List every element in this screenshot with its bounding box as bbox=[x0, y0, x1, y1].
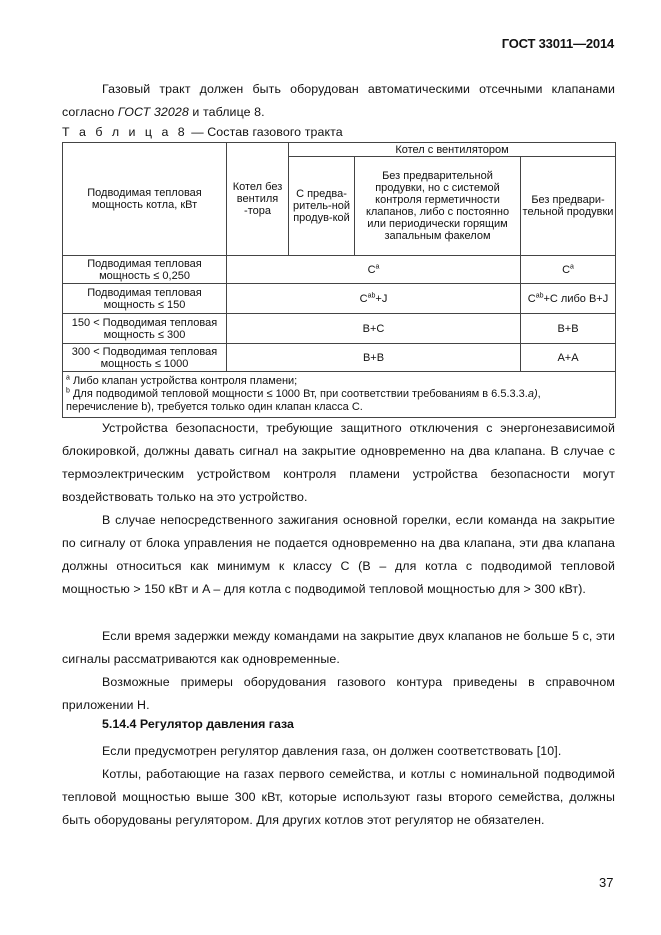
table-caption-title: — Состав газового тракта bbox=[187, 125, 343, 139]
paragraph-regulator: Если предусмотрен регулятор давления газа, он должен соответствовать [10]. bbox=[102, 744, 562, 758]
row-power: 150 < Подводимая тепловая мощность ≤ 300 bbox=[63, 314, 227, 344]
header-prepurge: С предва-ритель-ной продув-кой bbox=[289, 157, 355, 256]
row-power: Подводимая тепловая мощность ≤ 0,250 bbox=[63, 256, 227, 284]
intro-text: Газовый тракт должен быть оборудован автоматическими отсечными клапанами согласно bbox=[62, 82, 615, 119]
header-no-fan: Котел без вентиля -тора bbox=[227, 143, 289, 256]
footnote-a: $^a$ Либо клапан устройства контроля пламени; bbox=[66, 374, 298, 387]
paragraph-delay: Если время задержки между командами на закрытие двух клапанов не больше 5 с, эти сигналы рассматриваются как одновременные. bbox=[62, 629, 615, 666]
row-main-value: B+B bbox=[227, 344, 521, 372]
gas-train-table bbox=[62, 142, 616, 418]
row-main-value: $C^{ab}+J$ bbox=[227, 284, 521, 314]
table-caption-label: Т а б л и ц а 8 bbox=[62, 125, 188, 139]
header-no-prepurge: Без предвари-тельной продувки bbox=[521, 157, 616, 256]
row-main-value: B+C bbox=[227, 314, 521, 344]
gost-reference: ГОСТ 32028 bbox=[117, 105, 189, 119]
section-title: 5.14.4 Регулятор давления газа bbox=[102, 717, 294, 731]
table-row bbox=[63, 344, 616, 372]
header-no-prepurge-check: Без предварительной продувки, но с системой контроля герметичности клапанов, либо с постоянно или периодически горящим запальным факелом bbox=[355, 157, 521, 256]
page-number: 37 bbox=[599, 875, 614, 890]
paragraph-safety-devices: Устройства безопасности, требующие защитного отключения с энергонезависимой блокировкой, должны давать сигнал на закрытие одновременно на два клапана. В случае с термоэлектрическим устройством контроля пламени устройства безопасности могут воздействовать только на это устройство. bbox=[62, 421, 615, 504]
row-last-value: A+A bbox=[521, 344, 616, 372]
row-power: 300 < Подводимая тепловая мощность ≤ 1000 bbox=[63, 344, 227, 372]
paragraph-direct-ignition: В случае непосредственного зажигания основной горелки, если команда на закрытие по сигналу от блока управления не подается одновременно на два клапана, эти два клапана должны относиться как минимум к классу C (B – для котла с подводимой тепловой мощностью > 150 кВт и A – для котла с подводимой тепловой мощностью для > 300 кВт). bbox=[62, 513, 615, 596]
row-last-value: $C^a$ bbox=[521, 256, 616, 284]
table-row bbox=[63, 284, 616, 314]
table-footnotes bbox=[63, 372, 616, 418]
row-last-value: B+B bbox=[521, 314, 616, 344]
row-power: Подводимая тепловая мощность ≤ 150 bbox=[63, 284, 227, 314]
header-fan-group: Котел с вентилятором bbox=[289, 143, 616, 157]
table-row bbox=[63, 314, 616, 344]
document-code: ГОСТ 33011—2014 bbox=[501, 36, 614, 51]
intro-paragraph bbox=[62, 78, 615, 124]
row-last-value: $C^{ab}+C$ либо B+J bbox=[521, 284, 616, 314]
header-power: Подводимая тепловая мощность котла, кВт bbox=[63, 143, 227, 256]
paragraph-boilers: Котлы, работающие на газах первого семейства, и котлы с номинальной подводимой тепловой мощностью выше 300 кВт, которые используют газы второго семейства, должны быть оборудованы регулятором. Для других котлов этот регулятор не обязателен. bbox=[62, 767, 615, 827]
table-row bbox=[63, 256, 616, 284]
footnote-b: $^b$ Для подводимой тепловой мощности ≤ 1000 Вт, при соответствии требованиям в 6.5.3.3.а), перечисление b), требуется только один клапан класса C. bbox=[66, 387, 541, 413]
row-main-value: $C^a$ bbox=[227, 256, 521, 284]
paragraph-examples: Возможные примеры оборудования газового контура приведены в справочном приложении Н. bbox=[62, 675, 615, 712]
intro-text-end: и таблице 8. bbox=[188, 105, 265, 119]
table-caption bbox=[62, 125, 343, 139]
